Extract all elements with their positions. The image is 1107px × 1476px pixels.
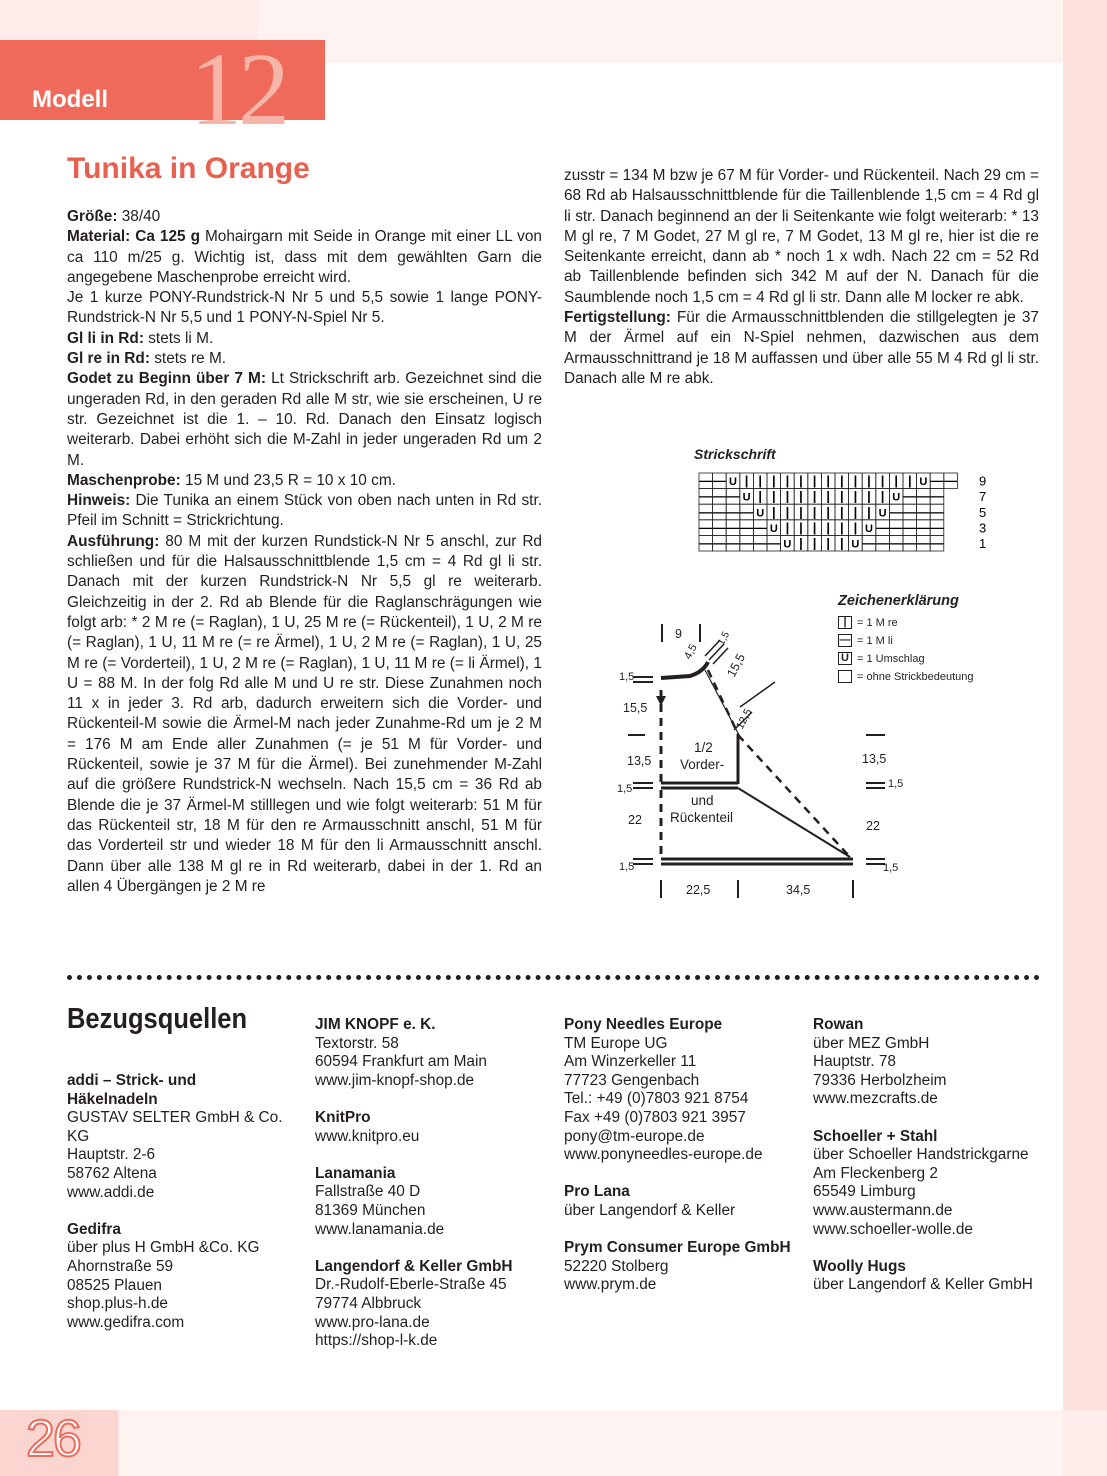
chart-symbol: | [758, 488, 763, 504]
chart-symbol: — [916, 488, 930, 504]
supplier-line: über Schoeller Handstrickgarne [813, 1146, 1029, 1164]
supplier-link[interactable]: www.pro-lana.de [315, 1313, 430, 1331]
instruction-text: zusstr = 134 M bzw je 67 M für Vorder- und Rückenteil. Nach 29 cm = 68 Rd ab Halsausschnittblende für die Taillenblende 1,5 cm = 4 Rd gl li str. Danach beginnend an der li Seitenkante wie folgt weiterarb: * 13 M gl re, 7 M Godet, 27 M gl re, 7 M Godet, 13 M gl re, hier ist die re Seitenkante erreicht, dann ab * noch 1 x wdh. Nach 22 cm = 52 Rd ab Taillenblende befinden sich 342 M auf der N. Danach für die Saumblende noch 1,5 cm = 4 Rd gl li str. Dann alle M locker re abk. [564, 167, 1039, 306]
supplier-line: 58762 Altena [67, 1164, 157, 1182]
chart-symbol: | [839, 473, 844, 489]
supplier-link[interactable]: www.jim-knopf-shop.de [315, 1071, 475, 1089]
supplier-name: Prym Consumer Europe GmbH [564, 1239, 791, 1257]
supplier-line: über plus H GmbH &Co. KG [67, 1239, 260, 1257]
supplier-line: 79336 Herbolzheim [813, 1071, 947, 1089]
supplier-line: 79774 Albbruck [315, 1294, 422, 1312]
chart-symbol: U [729, 476, 737, 489]
dim-skirt-height-right: 22 [866, 819, 880, 833]
supplier-entry [813, 1016, 1053, 1109]
chart-symbol: — [699, 504, 713, 520]
supplier-link[interactable]: shop.plus-h.de [67, 1295, 168, 1313]
chart-symbol: — [930, 519, 944, 535]
page-number: 26 [26, 1410, 80, 1468]
supplier-entry [315, 1258, 555, 1351]
chart-symbol: | [799, 519, 803, 535]
supplier-line: Ahornstraße 59 [67, 1257, 174, 1275]
instruction-label: Ausführung: [67, 532, 160, 550]
chart-symbol: — [699, 473, 713, 489]
chart-symbol: | [839, 504, 844, 520]
chart-symbol: U [892, 491, 901, 504]
supplier-line: Am Fleckenberg 2 [813, 1164, 938, 1182]
instruction-label: Größe: [67, 208, 118, 225]
chart-symbol: — [889, 535, 903, 551]
supplier-line: Fax +49 (0)7803 921 3957 [564, 1108, 746, 1126]
chart-symbol: | [839, 488, 844, 504]
chart-symbol: | [812, 535, 817, 551]
chart-symbol: — [930, 535, 944, 551]
instruction-text: Mohairgarn mit Seide in Orange mit einer LL von ca 110 m/25 g. Wichtig ist, dass mit dem gewählten Garn die angegebene Maschenprobe erreicht wird. [67, 228, 542, 286]
chart-symbol: — [876, 519, 890, 535]
bezugsquellen-title: Bezugsquellen [67, 1003, 248, 1035]
chart-row-number: 3 [979, 520, 987, 536]
supplier-line: Tel.: +49 (0)7803 921 8754 [564, 1090, 749, 1108]
chart-symbol: | [839, 535, 844, 551]
instruction-paragraph [67, 227, 542, 288]
chart-symbol: | [839, 519, 844, 535]
legend-text: = 1 M re [857, 616, 898, 629]
chart-title: Strickschrift [694, 446, 776, 462]
supplier-line: TM Europe UG [564, 1034, 668, 1052]
supplier-entry [67, 1072, 287, 1202]
supplier-line: 81369 München [315, 1201, 426, 1219]
schematic-diagram [600, 600, 920, 920]
supplier-link[interactable]: www.knitpro.eu [315, 1127, 420, 1145]
supplier-link[interactable]: www.schoeller-wolle.de [813, 1220, 973, 1238]
suppliers-column-4 [813, 1016, 1053, 1314]
chart-symbol: — [903, 535, 917, 551]
dim-neck-diag: 4,5 [682, 642, 700, 662]
instruction-label: Maschenprobe: [67, 471, 181, 489]
instruction-label: Gl re in Rd: [67, 350, 150, 368]
instructions-right-column [564, 166, 1039, 389]
dim-line [713, 648, 728, 664]
chart-symbol: — [916, 535, 930, 551]
instruction-text: 15 M und 23,5 R = 10 x 10 cm. [180, 471, 396, 489]
neckline-band [661, 662, 708, 678]
chart-symbol: | [826, 504, 831, 520]
dim-neck-band-diag: 1,5 [715, 629, 733, 648]
chart-symbol: | [812, 519, 817, 535]
chart-symbol: | [799, 504, 803, 520]
chart-symbol: U [756, 507, 765, 520]
instruction-paragraph [67, 349, 542, 369]
instruction-text: Lt Strickschrift arb. Gezeichnet sind die ungeraden Rd, in den geraden Rd alle M str, wie sie erscheinen, U re str. Gezeichnet ist die 1. – 10. Rd. Danach den Einsatz logisch weiterarb. Dabei erhöht sich die M-Zahl in jeder ungeraden Rd um 2 M. [67, 370, 542, 469]
chart-row-number: 9 [979, 473, 987, 489]
chart-symbol: — [740, 519, 754, 535]
model-number: 12 [190, 32, 286, 147]
supplier-entry [315, 1016, 555, 1090]
dim-armhole-diag: 12,5 [734, 706, 755, 732]
supplier-entry [67, 1221, 287, 1333]
supplier-name: Woolly Hugs [813, 1257, 906, 1275]
chart-symbol: U [919, 476, 928, 489]
instruction-text: stets re M. [149, 350, 227, 368]
chart-row-number: 1 [979, 536, 987, 551]
supplier-entry [564, 1183, 804, 1220]
chart-symbol: — [876, 535, 890, 551]
dim-upper-height-right: 13,5 [862, 752, 887, 766]
piece-label: und [691, 793, 714, 808]
supplier-name: Rowan [813, 1016, 864, 1033]
chart-symbol: | [853, 504, 858, 520]
chart-symbol: U [742, 491, 751, 504]
dim-skirt-height-left: 22 [628, 813, 642, 827]
legend-text: = 1 M li [857, 634, 893, 647]
chart-symbol: | [907, 473, 912, 489]
chart-symbol: | [785, 488, 790, 504]
chart-symbol: — [889, 519, 903, 535]
chart-symbol: — [699, 488, 713, 504]
dim-raglan-height: 15,5 [623, 701, 648, 715]
supplier-line: 65549 Limburg [813, 1183, 916, 1201]
instruction-paragraph [67, 288, 542, 329]
skirt-side-edge [738, 788, 850, 857]
dim-bottom-width-2: 34,5 [786, 883, 811, 897]
dim-hem-right: 1,5 [883, 862, 899, 874]
chart-symbol: | [826, 535, 831, 551]
chart-symbol: | [771, 504, 776, 520]
chart-symbol: | [758, 473, 763, 489]
chart-symbol: — [767, 535, 781, 551]
chart-symbol: — [712, 535, 726, 551]
legend-text: = 1 Umschlag [857, 652, 925, 665]
chart-row-number: 5 [979, 504, 987, 520]
instruction-text: 80 M mit der kurzen Rundstick-N Nr 5 anschl, zur Rd schließen und für die Halsausschnittblende 1,5 cm = 4 Rd gl li str. Danach mit der kurzen Rundstrick-N Nr 5,5 gl re weiterarb. Gleichzeitig in der 2. Rd ab Blende für die Raglanschrägungen wie folgt arb: * 2 M re (= Raglan), 1 U, 25 M re (= Rückenteil), 1 U, 2 M re (= Raglan), 1 U, 11 M re (= re Ärmel), 1 U, 2 M re (= Raglan), 1 U, 25 M re (= Vorderteil), 1 U, 2 M re (= Raglan), 1 U, 11 M re (= li Ärmel), 1 U = 88 M. In der folg Rd alle M und U re str. Diese Zunahmen noch 11 x in jeder 3. Rd arb, dadurch erweitern sich die Vorder- und Rückenteil-M sowie die Ärmel-M nach jeder Zunahme-Rd um je 2 M = 176 M am Ende aller Zunahmen (= je 51 M für Vorder- und Rückenteil, sowie je 37 M für die Ärmel). Bei zunehmender M-Zahl auf die größere Rundstrick-N wechseln. Nach 15,5 cm = 36 Rd ab Blende die je 37 Ärmel-M stilllegen und wie folgt weiterarb: 51 M für das Rückenteil str, 18 M für den re Armausschnitt anschl, 51 M für das Vorderteil str und wieder 18 M für den li Armausschnitt anschl. Dann über alle 138 M gl re in Rd weiterarb, dabei in der 1. Rd an allen 4 Übergängen je 2 M re [67, 532, 542, 895]
instruction-paragraph [564, 308, 1039, 389]
chart-symbol: — [753, 535, 767, 551]
instruction-text: Die Tunika an einem Stück von oben nach unten in Rd str. Pfeil im Schnitt = Strickrichtung. [67, 492, 542, 530]
dim-raglan-diag: 15,5 [724, 651, 749, 680]
supplier-name: Lanamania [315, 1164, 396, 1182]
chart-symbol: — [889, 504, 903, 520]
supplier-name: Langendorf & Keller GmbH [315, 1257, 513, 1275]
chart-symbol: — [903, 519, 917, 535]
instruction-paragraph [564, 166, 1039, 308]
piece-label: Rückenteil [670, 810, 734, 825]
chart-symbol: — [862, 535, 876, 551]
chart-symbol: — [903, 488, 917, 504]
supplier-link[interactable]: www.mezcrafts.de [813, 1090, 938, 1108]
legend-text: = ohne Strickbedeutung [857, 670, 974, 683]
instruction-paragraph [67, 471, 542, 491]
section-divider [67, 975, 1040, 980]
chart-symbol: — [930, 504, 944, 520]
page-title: Tunika in Orange [67, 152, 310, 185]
supplier-line: Fallstraße 40 D [315, 1183, 421, 1201]
instruction-paragraph [67, 532, 542, 897]
legend-symbol: — [839, 634, 851, 646]
chart-symbol: | [880, 473, 885, 489]
chart-symbol: | [867, 504, 871, 520]
chart-symbol: — [916, 519, 930, 535]
chart-symbol: U [769, 522, 778, 535]
supplier-link[interactable]: www.prym.de [564, 1276, 657, 1294]
chart-symbol: | [812, 488, 817, 504]
top-background-strip [258, 0, 1064, 63]
bottom-background-strip [120, 1410, 1063, 1476]
supplier-line: Hauptstr. 78 [813, 1053, 896, 1071]
instruction-label: Fertigstellung: [564, 309, 671, 327]
chart-symbol: — [930, 473, 944, 489]
supplier-entry [315, 1165, 555, 1239]
legend-title: Zeichenerklärung [838, 593, 959, 609]
instruction-label: Material: Ca 125 g [67, 228, 200, 246]
instruction-label: Godet zu Beginn über 7 M: [67, 370, 266, 388]
supplier-name: JIM KNOPF e. K. [315, 1016, 436, 1033]
chart-symbol: — [726, 535, 740, 551]
chart-symbol: | [867, 488, 871, 504]
instruction-paragraph [67, 207, 542, 227]
supplier-link[interactable]: www.addi.de [67, 1183, 155, 1201]
chart-row-number: 7 [979, 489, 987, 505]
dim-bottom-width-1: 22,5 [686, 883, 711, 897]
instruction-paragraph [67, 369, 542, 470]
chart-symbol: — [712, 519, 726, 535]
chart-symbol: | [771, 488, 776, 504]
supplier-link[interactable]: www.gedifra.com [67, 1313, 185, 1331]
supplier-entry [813, 1258, 1053, 1295]
supplier-line: 60594 Frankfurt am Main [315, 1053, 487, 1071]
chart-symbol: — [712, 473, 726, 489]
supplier-line: Am Winzerkeller 11 [564, 1053, 697, 1071]
chart-symbol: | [826, 519, 831, 535]
chart-symbol: | [771, 473, 776, 489]
instruction-label: Gl li in Rd: [67, 329, 144, 347]
instruction-label: Hinweis: [67, 492, 131, 510]
chart-symbol: | [785, 504, 790, 520]
chart-symbol: | [799, 488, 803, 504]
supplier-name: KnitPro [315, 1108, 371, 1126]
knitting-direction-arrow [656, 696, 666, 706]
piece-label: 1/2 [694, 740, 713, 755]
chart-symbol: — [903, 504, 917, 520]
dim-upper-height-left: 13,5 [627, 754, 652, 768]
chart-symbol: | [812, 504, 817, 520]
chart-symbol: — [740, 535, 754, 551]
suppliers-column-3 [564, 1016, 804, 1314]
chart-symbol: — [726, 519, 740, 535]
supplier-entry [564, 1016, 804, 1165]
chart-symbol: U [878, 507, 887, 520]
dim-hem-left: 1,5 [619, 861, 635, 873]
modell-label: Modell [32, 86, 108, 113]
chart-symbol: U [865, 522, 873, 535]
supplier-line: über Langendorf & Keller GmbH [813, 1276, 1033, 1294]
legend-symbol: U [838, 652, 852, 665]
supplier-name: Schoeller + Stahl [813, 1127, 938, 1145]
supplier-name: Gedifra [67, 1220, 121, 1238]
chart-symbol: | [785, 519, 790, 535]
chart-symbol: — [916, 504, 930, 520]
dim-waist-band-left: 1,5 [617, 783, 633, 795]
chart-symbol: | [799, 535, 803, 551]
chart-symbol: — [740, 504, 754, 520]
godet-edge [738, 735, 850, 857]
right-background-band [1063, 0, 1107, 1476]
chart-symbol: | [812, 473, 817, 489]
chart-symbol: | [785, 473, 790, 489]
chart-symbol: — [726, 504, 740, 520]
chart-symbol: — [712, 504, 726, 520]
supplier-link[interactable]: https://shop-l-k.de [315, 1332, 438, 1350]
chart-symbol: — [712, 488, 726, 504]
legend-symbol: | [838, 616, 852, 629]
supplier-line: Dr.-Rudolf-Eberle-Straße 45 [315, 1276, 507, 1294]
supplier-link[interactable]: www.austermann.de [813, 1201, 953, 1219]
chart-symbol: | [826, 473, 831, 489]
instruction-text: 38/40 [117, 208, 161, 225]
chart-symbol: | [894, 473, 899, 489]
supplier-name: Pony Needles Europe [564, 1016, 723, 1033]
supplier-line: Hauptstr. 2-6 [67, 1146, 156, 1164]
chart-symbol: U [851, 538, 860, 551]
dim-top-width: 9 [675, 627, 682, 641]
chart-symbol: — [726, 488, 740, 504]
supplier-line: über Langendorf & Keller [564, 1201, 736, 1219]
supplier-line: 08525 Plauen [67, 1276, 162, 1294]
chart-symbol: — [699, 519, 713, 535]
dim-neck-band-left: 1,5 [619, 671, 635, 683]
chart-symbol: | [826, 488, 831, 504]
knitting-chart [698, 472, 998, 556]
chart-symbol: — [944, 473, 958, 489]
chart-symbol: | [853, 519, 858, 535]
supplier-name: Pro Lana [564, 1183, 630, 1201]
instruction-paragraph [67, 329, 542, 349]
instruction-text: stets li M. [143, 329, 214, 347]
supplier-entry [564, 1239, 804, 1295]
chart-symbol: | [853, 488, 858, 504]
chart-symbol: — [699, 535, 713, 551]
dim-line [740, 682, 775, 707]
supplier-line: Textorstr. 58 [315, 1034, 399, 1052]
supplier-link[interactable]: www.lanamania.de [315, 1220, 445, 1238]
supplier-line: über MEZ GmbH [813, 1034, 930, 1052]
suppliers-column-1 [67, 1072, 287, 1351]
chart-symbol: | [880, 488, 885, 504]
chart-symbol: | [867, 473, 871, 489]
supplier-entry [315, 1109, 555, 1146]
instruction-text: Je 1 kurze PONY-Rundstrick-N Nr 5 und 5,5 sowie 1 lange PONY-Rundstrick-N Nr 5,5 und 1 PONY-N-Spiel Nr 5. [67, 289, 542, 327]
dim-waist-band-right: 1,5 [888, 778, 904, 790]
chart-symbol: | [853, 473, 858, 489]
supplier-name: addi – Strick- und Häkelnadeln [67, 1072, 197, 1108]
chart-symbol: U [783, 538, 792, 551]
instruction-text: Für die Armausschnittblenden die stillgelegten je 37 M der Ärmel auf ein N-Spiel nehmen, dazwischen aus dem Armausschnittrand je 18 M auffassen und über alle 55 M 4 Rd gl li str. Danach alle M re abk. [564, 309, 1039, 387]
suppliers-column-2 [315, 1016, 555, 1369]
supplier-entry [813, 1128, 1053, 1240]
piece-label: Vorder- [680, 757, 725, 772]
chart-symbol: — [753, 519, 767, 535]
chart-symbol: — [930, 488, 944, 504]
chart-symbol: | [744, 473, 749, 489]
supplier-line: 52220 Stolberg [564, 1257, 669, 1275]
supplier-link[interactable]: www.ponyneedles-europe.de [564, 1146, 763, 1164]
supplier-line: GUSTAV SELTER GmbH & Co. KG [67, 1109, 283, 1145]
supplier-link[interactable]: pony@tm-europe.de [564, 1127, 705, 1145]
chart-symbol: | [799, 473, 803, 489]
instruction-paragraph [67, 491, 542, 532]
instructions-left-column [67, 207, 542, 897]
supplier-line: 77723 Gengenbach [564, 1071, 700, 1089]
